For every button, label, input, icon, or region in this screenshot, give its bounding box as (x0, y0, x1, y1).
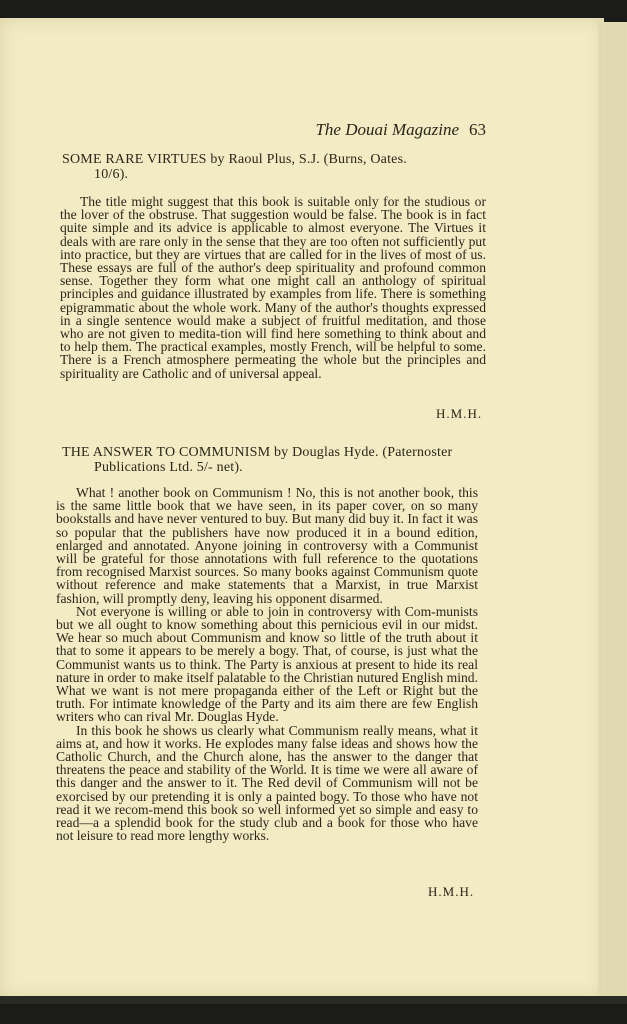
review-body-1 (60, 195, 486, 380)
review-signature-2: H.M.H. (428, 884, 475, 899)
review-paragraph: Not everyone is willing or able to join in controversy with Com-munists but we all ought to know something about this pernicious evil in our midst. We hear so much about Communism and know so little of the truth about it that to some it appears to be merely a bogy. That, of course, is just what the Communist wants us to think. The Party is anxious at present to hide its real nature in order to make itself palatable to the Christian nutured English mind. What we want is not mere propaganda either of the Left or Right but the truth. For intimate knowledge of the Party and its aim there are few English writers who can rival Mr. Douglas Hyde. (56, 603, 478, 725)
page-bottom-edge (0, 996, 627, 1004)
review-heading-2 (62, 445, 486, 475)
page-edges (598, 22, 627, 1002)
review-signature-1: H.M.H. (436, 406, 483, 421)
review-paragraph: The title might suggest that this book is suitable only for the studious or the lover of the obstruse. That suggestion would be false. The book is in fact quite simple and its advice is applicable to almost everyone. The Virtues it deals with are rare only in the sense that they are too often not sufficiently put into practice, but they are virtues that are called for in the lives of most of us. These essays are full of the author's deep spirituality and profound common sense. Together they form what one might call an anthology of spiritual principles and guidance illustrated by examples from life. There is something epigrammatic about the whole work. Many of the author's thoughts expressed in a single sentence would make a subject of fruitful meditation, and those who are not given to medita-tion will find here something to think about and to help them. The practical examples, mostly French, will be helpful to some. There is a French atmosphere permeating the whole but the principles and spirituality are Catholic and of universal appeal. (60, 194, 486, 381)
review-body-2 (56, 486, 478, 842)
review-heading-cont: Publications Ltd. 5/- net). (94, 460, 243, 475)
review-paragraph: What ! another book on Communism ! No, this is not another book, this is the same little book that we have seen, in its paper cover, on so many bookstalls and have never ventured to buy. But many did buy it. In fact it was so popular that the publishers have now produced it in a bound edition, enlarged and annotated. Anyone joining in controversy with a Communist will be grateful for those annotations with full reference to the quotations from recognised Marxist sources. So many books against Communism quote without reference and make statements that a Marxist, in true Marxist fashion, will promptly deny, leaving his opponent disarmed. (56, 485, 478, 606)
magazine-title: The Douai Magazine (315, 120, 459, 139)
page-number: 63 (469, 120, 486, 139)
review-heading-text: THE ANSWER TO COMMUNISM by Douglas Hyde. (Paternoster (62, 445, 453, 460)
running-header (250, 120, 486, 140)
review-paragraph: In this book he shows us clearly what Communism really means, what it aims at, and how it works. He explodes many false ideas and shows how the Catholic Church, and the Church alone, has the answer to the danger that threatens the peace and stability of the World. It is time we were all aware of this danger and the answer to it. The Red devil of Communism will not be exorcised by our pretending it is only a painted bogy. To those who have not read it we recom-mend this book so well informed yet so simple and easy to read—a a splendid book for the study club and a book for those who have not leisure to read more lengthy works. (56, 722, 478, 844)
review-heading-1 (62, 152, 486, 182)
review-heading-text: SOME RARE VIRTUES by Raoul Plus, S.J. (Burns, Oates. (62, 152, 407, 167)
review-heading-cont: 10/6). (94, 167, 129, 182)
